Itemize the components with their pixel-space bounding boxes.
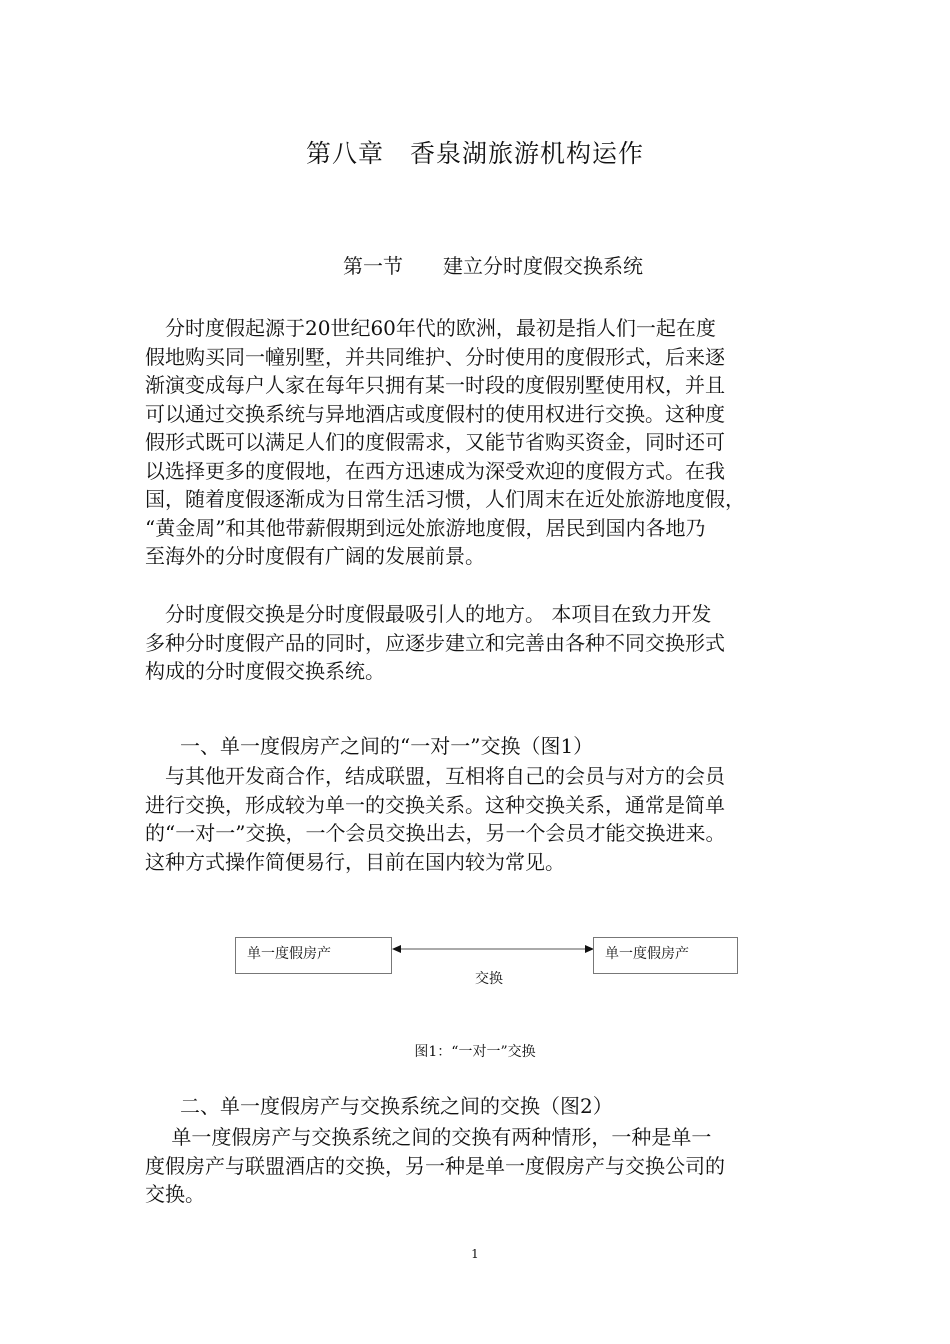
paragraph-line: 构成的分时度假交换系统。 bbox=[145, 659, 385, 683]
paragraph-line: 分时度假交换是分时度假最吸引人的地方。 本项目在致力开发 bbox=[145, 602, 712, 626]
paragraph-exchange-system bbox=[145, 1123, 835, 1209]
paragraph-line: 以选择更多的度假地，在西方迅速成为深受欢迎的度假方式。在我 bbox=[145, 458, 725, 483]
paragraph-line: 单一度假房产与交换系统之间的交换有两种情形，一种是单一 bbox=[145, 1125, 712, 1149]
intro-paragraph-2 bbox=[145, 600, 835, 686]
paragraph-line: 假形式既可以满足人们的度假需求，又能节省购买资金，同时还可 bbox=[145, 430, 725, 454]
paragraph-one-to-one bbox=[145, 762, 835, 876]
paragraph-line: 的“一对一”交换，一个会员交换出去，另一个会员才能交换进来。 bbox=[145, 821, 726, 845]
paragraph-line: 假地购买同一幢别墅，并共同维护、分时使用的度假形式，后来逐 bbox=[145, 344, 725, 369]
paragraph-line: 进行交换，形成较为单一的交换关系。这种交换关系，通常是简单 bbox=[145, 792, 725, 817]
paragraph-line: 渐演变成每户人家在每年只拥有某一时段的度假别墅使用权，并且 bbox=[145, 373, 725, 397]
section-title: 第一节 建立分时度假交换系统 bbox=[343, 254, 643, 278]
chapter-title: 第八章 香泉湖旅游机构运作 bbox=[305, 139, 644, 168]
figure-right-property-box: 单一度假房产 bbox=[593, 937, 738, 974]
bidirectional-arrow-icon bbox=[390, 942, 596, 956]
paragraph-line: 这种方式操作简便易行，目前在国内较为常见。 bbox=[145, 849, 565, 874]
paragraph-line: 至海外的分时度假有广阔的发展前景。 bbox=[145, 544, 485, 568]
heading-one-to-one: 一、单一度假房产之间的“一对一”交换（图1） bbox=[180, 734, 594, 758]
intro-paragraph-1 bbox=[145, 314, 835, 571]
exchange-label: 交换 bbox=[475, 971, 503, 987]
paragraph-line: 分时度假起源于20世纪60年代的欧洲，最初是指人们一起在度 bbox=[145, 316, 716, 340]
paragraph-line: 多种分时度假产品的同时，应逐步建立和完善由各种不同交换形式 bbox=[145, 630, 725, 655]
heading-exchange-system: 二、单一度假房产与交换系统之间的交换（图2） bbox=[180, 1094, 613, 1118]
figure-left-property-box: 单一度假房产 bbox=[235, 937, 392, 974]
page-number: 1 bbox=[471, 1247, 479, 1261]
paragraph-line: 交换。 bbox=[145, 1182, 205, 1206]
figure-caption: 图1：“一对一”交换 bbox=[414, 1044, 536, 1060]
paragraph-line: 可以通过交换系统与异地酒店或度假村的使用权进行交换。这种度 bbox=[145, 401, 725, 426]
paragraph-line: “黄金周”和其他带薪假期到远处旅游地度假，居民到国内各地乃 bbox=[145, 515, 706, 540]
paragraph-line: 度假房产与联盟酒店的交换，另一种是单一度假房产与交换公司的 bbox=[145, 1153, 725, 1178]
paragraph-line: 与其他开发商合作，结成联盟，互相将自己的会员与对方的会员 bbox=[145, 764, 725, 788]
paragraph-line: 国，随着度假逐渐成为日常生活习惯，人们周末在近处旅游地度假， bbox=[145, 487, 745, 511]
